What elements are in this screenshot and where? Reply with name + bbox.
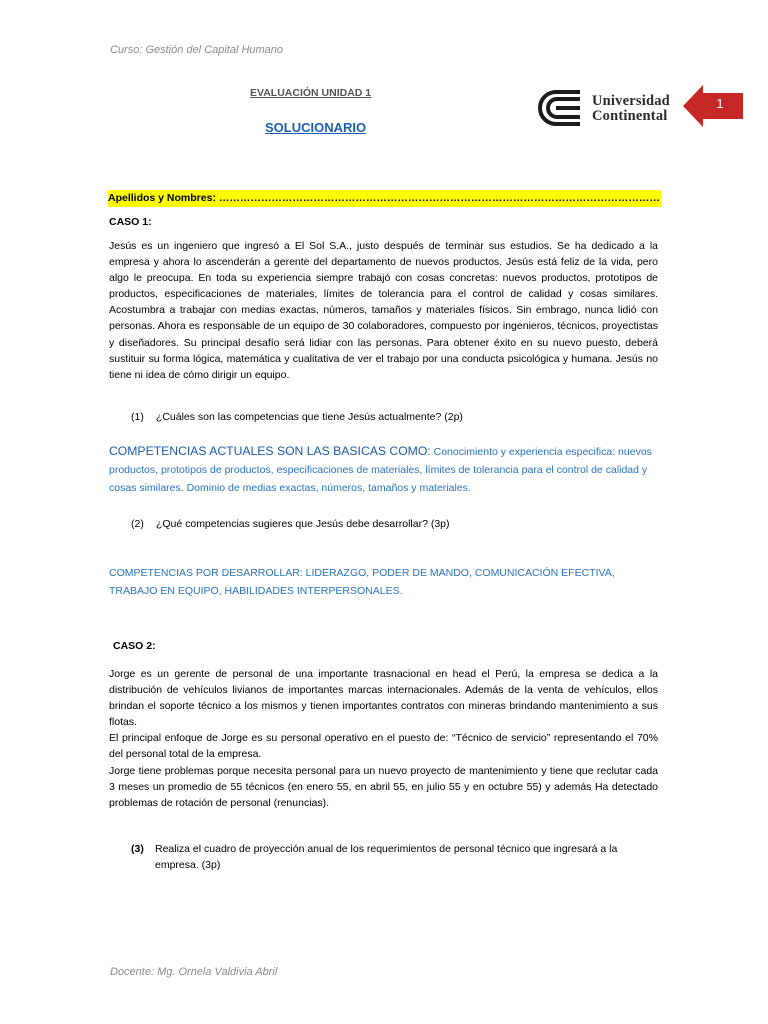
page-number-badge xyxy=(683,85,743,127)
case2-paragraph-2: El principal enfoque de Jorge es su personal operativo en el puesto de: “Técnico de servicio” representando el 70% del personal total de la empresa. xyxy=(109,732,658,761)
answer-1 xyxy=(109,442,657,497)
question-1 xyxy=(131,411,463,423)
answer-1-text: Conocimiento y experiencia especifica: nuevos productos, prototipos de productos, especificaciones de materiales, límites de tolerancia para el control de calidad y cosas similares. Dominio de medias exactas, números, tamaños y materiales. xyxy=(109,446,652,494)
question-2 xyxy=(131,518,450,530)
teacher-footer: Docente: Mg. Ornela Valdivia Abril xyxy=(110,966,278,978)
solution-title: SOLUCIONARIO xyxy=(265,120,367,135)
case1-title: CASO 1: xyxy=(109,216,152,228)
case2-text xyxy=(109,666,658,811)
case2-paragraph-1: Jorge es un gerente de personal de una importante trasnacional en head el Perú, la empresa se dedica a la distribución de vehículos livianos de importantes marcas internacionales. Además de la venta de vehículos, ellos brindan el soporte técnico a los mismos y tienen importantes contratos con mineras brindando mantenimiento a sus flotas. xyxy=(109,668,658,729)
question-2-number: (2) xyxy=(131,518,144,530)
continental-emblem-icon xyxy=(536,88,586,128)
question-3-number: (3) xyxy=(131,843,144,855)
answer-1-lead: COMPETENCIAS ACTUALES SON LAS BASICAS COMO: xyxy=(109,444,431,458)
case2-title: CASO 2: xyxy=(113,640,156,652)
case2-paragraph-3: Jorge tiene problemas porque necesita personal para un nuevo proyecto de mantenimiento y tiene que reclutar cada 3 meses un promedio de 55 técnicos (en enero 55, en abril 55, en julio 55 y en octubre 55) y además Ha detectado problemas de rotación de personal (renuncias). xyxy=(109,764,658,809)
page-number: 1 xyxy=(716,96,724,111)
course-header: Curso: Gestión del Capital Humano xyxy=(110,44,284,56)
university-logo xyxy=(536,88,676,128)
question-1-text: ¿Cuáles son las competencias que tiene Jesús actualmente? (2p) xyxy=(155,411,463,423)
question-1-number: (1) xyxy=(131,411,144,423)
logo-text-universidad: Universidad xyxy=(592,93,670,109)
case1-text: Jesús es un ingeniero que ingresó a El Sol S.A., justo después de terminar sus estudios. Se ha dedicado a la empresa y ahora lo ascenderán a gerente del departamento de nuevos productos. Jesús está feliz de la vida, pero algo le preocupa. En toda su experiencia siempre trabajó con cosas concretas: nuevos productos, prototipos de productos, especificaciones de materiales, límites de tolerancia para el control de calidad y cosas similares. Acostumbra a trabajar con medias exactas, números, tamaños y materiales físicos. Sin embrago, nunca lidió con personas. Ahora es responsable de un equipo de 30 colaboradores, compuesto por ingenieros, técnicos, proyectistas y diseñadores. Su principal desafío será lidiar con las personas. Para obtener éxito en su nuevo puesto, deberá sustituir su forma lógica, matemática y cualitativa de ver el trabajo por una conducta psicológica y humana. Jesús no tiene ni idea de cómo dirigir un equipo. xyxy=(109,240,658,381)
question-3 xyxy=(131,841,656,873)
evaluation-title: EVALUACIÓN UNIDAD 1 xyxy=(250,87,372,99)
logo-text-continental: Continental xyxy=(592,108,668,124)
student-name-field: Apellidos y Nombres: ……………………………………………………………………………………………………………… xyxy=(108,190,661,207)
question-3-text: Realiza el cuadro de proyección anual de los requerimientos de personal técnico que ingresará a la empresa. (3p) xyxy=(155,843,618,871)
answer-2: COMPETENCIAS POR DESARROLLAR: LIDERAZGO, PODER DE MANDO, COMUNICACIÓN EFECTIVA, TRABAJO EN EQUIPO, HABILIDADES INTERPERSONALES. xyxy=(109,567,615,597)
question-2-text: ¿Qué competencias sugieres que Jesús debe desarrollar? (3p) xyxy=(155,518,450,530)
